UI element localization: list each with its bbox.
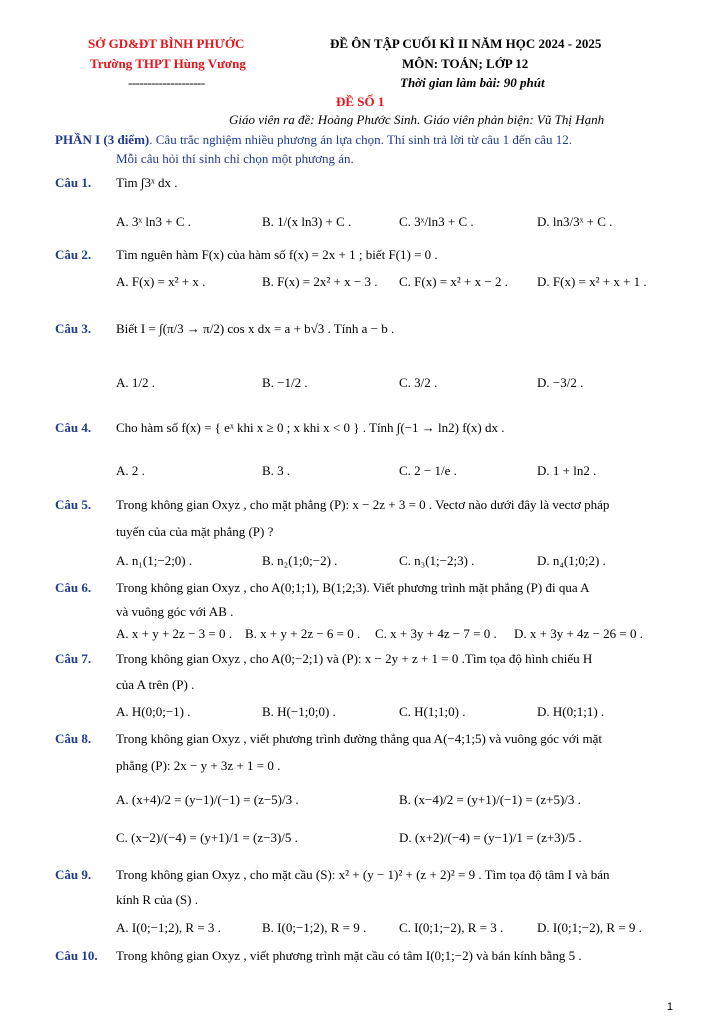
option-a[interactable]: A. n₁(1;−2;0) . [116,553,193,568]
question-text: Trong không gian Oxyz , viết phương trình mặt cầu có tâm I(0;1;−2) và bán kính bằng 5 . [116,948,582,963]
option-d[interactable]: D. −3/2 . [537,375,584,390]
option-b[interactable]: B. x + y + 2z − 6 = 0 . [245,626,361,641]
section-label: PHẦN I (3 điểm) [55,132,150,147]
section-desc: . Câu trắc nghiệm nhiều phương án lựa chọn. Thí sinh trả lời từ câu 1 đến câu 12. [149,132,572,147]
section-header [55,132,572,148]
option-d[interactable]: D. 1 + ln2 . [537,463,597,478]
option-d[interactable]: D. n₄(1;0;2) . [537,553,606,568]
question-text-cont: và vuông góc với AB . [116,604,234,619]
question-text: Cho hàm số f(x) = { eˣ khi x ≥ 0 ; x khi x < 0 } . Tính ∫(−1 → ln2) f(x) dx . [116,420,505,435]
question-label: Câu 6. [55,580,92,595]
subject-line: MÔN: TOÁN; LỚP 12 [402,56,529,71]
question-text: Trong không gian Oxyz , cho mặt cầu (S): x² + (y − 1)² + (z + 2)² = 9 . Tìm tọa độ tâm I và bán [116,867,610,882]
option-b[interactable]: B. F(x) = 2x² + x − 3 . [262,274,378,289]
dept-name: SỞ GD&ĐT BÌNH PHƯỚC [88,36,245,51]
teacher-credits: Giáo viên ra đề: Hoàng Phước Sinh. Giáo viên phản biện: Vũ Thị Hạnh [229,112,605,127]
question-text-cont: tuyến của của mặt phẳng (P) ? [116,524,274,539]
question-text: Tìm nguên hàm F(x) của hàm số f(x) = 2x + 1 ; biết F(1) = 0 . [116,247,438,262]
option-b[interactable]: B. 1/(x ln3) + C . [262,214,352,229]
question-label: Câu 4. [55,420,92,435]
question-text: Tìm ∫3ˣ dx . [116,175,178,190]
option-a[interactable]: A. F(x) = x² + x . [116,274,206,289]
question-label: Câu 10. [55,948,98,963]
question-label: Câu 8. [55,731,92,746]
option-c[interactable]: C. F(x) = x² + x − 2 . [399,274,508,289]
question-text-cont: của A trên (P) . [116,677,195,692]
option-d[interactable]: D. ln3/3ˣ + C . [537,214,613,229]
option-a[interactable]: A. 2 . [116,463,145,478]
section-desc-2: Mỗi câu hỏi thí sinh chỉ chọn một phương án. [116,151,354,166]
option-b[interactable]: B. (x−4)/2 = (y+1)/(−1) = (z+5)/3 . [399,792,581,807]
option-c[interactable]: C. H(1;1;0) . [399,704,466,719]
question-text: Trong không gian Oxyz , viết phương trình đường thẳng qua A(−4;1;5) và vuông góc với mặt [116,731,603,746]
option-a[interactable]: A. 1/2 . [116,375,155,390]
option-b[interactable]: B. −1/2 . [262,375,308,390]
question-text: Trong không gian Oxyz , cho mặt phẳng (P): x − 2z + 3 = 0 . Vectơ nào dưới đây là vectơ pháp [116,497,610,512]
option-c[interactable]: C. 2 − 1/e . [399,463,457,478]
option-a[interactable]: A. (x+4)/2 = (y−1)/(−1) = (z−5)/3 . [116,792,299,807]
question-label: Câu 2. [55,247,92,262]
school-name: Trường THPT Hùng Vương [90,56,246,71]
option-d[interactable]: D. F(x) = x² + x + 1 . [537,274,647,289]
option-c[interactable]: C. (x−2)/(−4) = (y+1)/1 = (z−3)/5 . [116,830,298,845]
question-text-cont: kính R của (S) . [116,892,198,907]
question-label: Câu 7. [55,651,92,666]
option-a[interactable]: A. I(0;−1;2), R = 3 . [116,920,221,935]
option-a[interactable]: A. x + y + 2z − 3 = 0 . [116,626,232,641]
question-text-cont: phẳng (P): 2x − y + 3z + 1 = 0 . [116,758,281,773]
option-d[interactable]: D. x + 3y + 4z − 26 = 0 . [514,626,643,641]
option-a[interactable]: A. H(0;0;−1) . [116,704,191,719]
option-c[interactable]: C. 3ˣ/ln3 + C . [399,214,474,229]
option-c[interactable]: C. n₃(1;−2;3) . [399,553,475,568]
page-number: 1 [666,1001,673,1013]
option-b[interactable]: B. 3 . [262,463,291,478]
option-a[interactable]: A. 3ˣ ln3 + C . [116,214,192,229]
option-c[interactable]: C. 3/2 . [399,375,438,390]
time-limit: Thời gian làm bài: 90 phút [400,75,545,90]
exam-title: ĐỀ ÔN TẬP CUỐI KÌ II NĂM HỌC 2024 - 2025 [330,36,602,51]
exam-code: ĐỀ SỐ 1 [336,94,385,109]
option-b[interactable]: B. I(0;−1;2), R = 9 . [262,920,367,935]
question-text: Biết I = ∫(π/3 → π/2) cos x dx = a + b√3 . Tính a − b . [116,321,395,336]
question-label: Câu 3. [55,321,92,336]
option-b[interactable]: B. H(−1;0;0) . [262,704,336,719]
option-c[interactable]: C. x + 3y + 4z − 7 = 0 . [375,626,497,641]
question-text: Trong không gian Oxyz , cho A(0;1;1), B(1;2;3). Viết phương trình mặt phẳng (P) đi qua A [116,580,590,595]
question-label: Câu 1. [55,175,92,190]
option-b[interactable]: B. n₂(1;0;−2) . [262,553,338,568]
question-text: Trong không gian Oxyz , cho A(0;−2;1) và (P): x − 2y + z + 1 = 0 .Tìm tọa độ hình chiếu H [116,651,593,666]
option-c[interactable]: C. I(0;1;−2), R = 3 . [399,920,504,935]
option-d[interactable]: D. H(0;1;1) . [537,704,605,719]
question-label: Câu 5. [55,497,92,512]
option-d[interactable]: D. (x+2)/(−4) = (y−1)/1 = (z+3)/5 . [399,830,582,845]
option-d[interactable]: D. I(0;1;−2), R = 9 . [537,920,642,935]
header-divider: -------------------- [128,75,205,90]
question-label: Câu 9. [55,867,92,882]
